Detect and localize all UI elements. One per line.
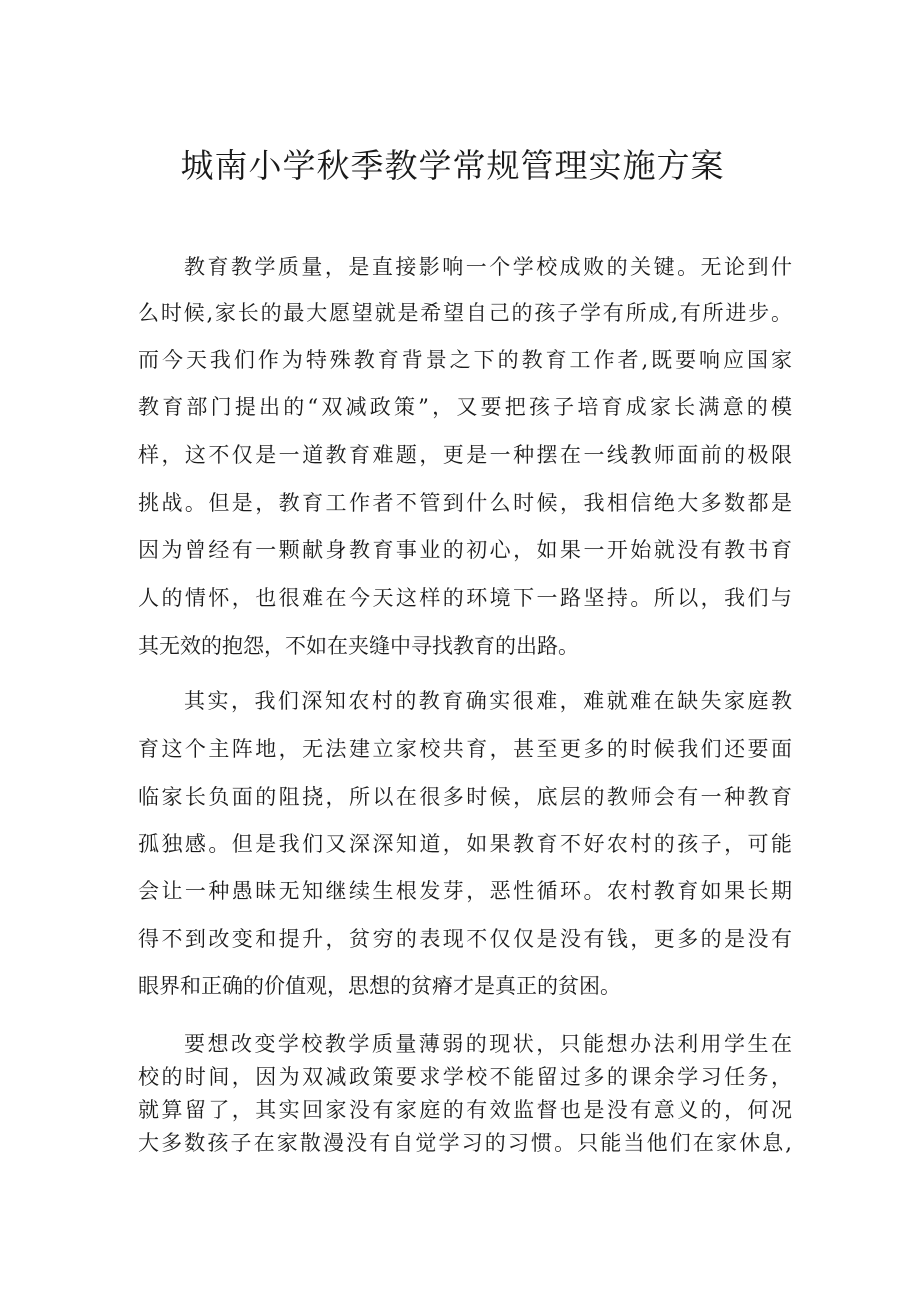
paragraph-2-line-3: 临家长负面的阻挠，所以在很多时候，底层的教师会有一种教育 — [138, 785, 792, 809]
paragraph-3-line-1: 要想改变学校教学质量薄弱的现状，只能想办法利用学生在 — [184, 1032, 792, 1056]
paragraph-1-line-5: 样，这不仅是一道教育难题，更是一种摆在一线教师面前的极限 — [138, 443, 792, 467]
paragraph-1-line-7: 因为曾经有一颗献身教育事业的初心，如果一开始就没有教书育 — [138, 538, 792, 562]
paragraph-1-line-6: 挑战。但是，教育工作者不管到什么时候，我相信绝大多数都是 — [138, 491, 792, 515]
paragraph-3-line-4: 大多数孩子在家散漫没有自觉学习的习惯。只能当他们在家休息, — [138, 1131, 792, 1155]
paragraph-3-line-3: 就算留了，其实回家没有家庭的有效监督也是没有意义的，何况 — [138, 1098, 792, 1122]
paragraph-1-line-9: 其无效的抱怨，不如在夹缝中寻找教育的出路。 — [138, 634, 579, 658]
paragraph-2-line-1: 其实，我们深知农村的教育确实很难，难就难在缺失家庭教 — [184, 689, 792, 713]
paragraph-2-line-6: 得不到改变和提升，贫穷的表现不仅仅是没有钱，更多的是没有 — [138, 927, 792, 951]
paragraph-1-line-3: 而今天我们作为特殊教育背景之下的教育工作者,既要响应国家 — [138, 348, 792, 372]
paragraph-2-line-5: 会让一种愚昧无知继续生根发芽，恶性循环。农村教育如果长期 — [138, 879, 792, 903]
paragraph-2-line-4: 孤独感。但是我们又深深知道，如果教育不好农村的孩子，可能 — [138, 832, 792, 856]
paragraph-1-line-4: 教育部门提出的“双减政策”，又要把孩子培育成家长满意的模 — [138, 395, 792, 419]
paragraph-2-line-7: 眼界和正确的价值观，思想的贫瘠才是真正的贫困。 — [138, 974, 621, 998]
document-title: 城南小学秋季教学常规管理实施方案 — [180, 146, 725, 185]
paragraph-2-line-2: 育这个主阵地，无法建立家校共育，甚至更多的时候我们还要面 — [138, 737, 792, 761]
paragraph-1-line-8: 人的情怀，也很难在今天这样的环境下一路坚持。所以，我们与 — [138, 586, 792, 610]
paragraph-1-line-1: 教育教学质量，是直接影响一个学校成败的关键。无论到什 — [184, 255, 792, 279]
paragraph-3-line-2: 校的时间，因为双减政策要求学校不能留过多的课余学习任务， — [138, 1065, 792, 1089]
paragraph-1-line-2: 么时候,家长的最大愿望就是希望自己的孩子学有所成,有所进步。 — [138, 301, 792, 325]
